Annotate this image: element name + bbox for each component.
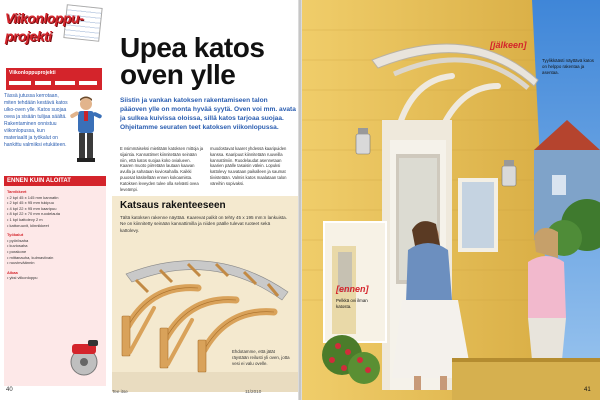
person-illustration-icon [66,95,104,165]
checklist-item: • 8 kpl 22 x 70 mm ruodelauta [7,211,60,217]
checklist-item: • 4 kpl 22 x 95 mm kaaripuu [7,205,57,211]
left-page [0,0,298,400]
diagram-caption: Tältä katoksen rakenne näyttää. Kaarevat palkit on tehty 45 x 195 mm:n lankuista. Ne on kiinnitetty seinään kannattimilla ja niiden päälle tulevat ruoteet sekä kattolevy. [120,215,288,233]
tag-after: [jälkeen] [490,40,527,50]
diagram-note: Ehdotamme, että jätät räystään reilusti yli oven, jotta vesi ei valu ovelle. [232,349,290,366]
body-column-2: muodostavat kaaret yhdessä kaaripuiden kanssa. Kaaripuut kiinnitetään ruuveilla kannattimiin. Ruodelaudat asennetaan kaarien päälle tasaisin välein. Lopuksi kattolevy ruuvataan paikalleen ja saumat tiivistetään. Valmis katos maalataan talon väreihin sopivaksi. [210,146,287,186]
checklist-item: • 2 kpl 45 x 95 mm tukipuu [7,200,54,206]
lead-paragraph: Siistin ja vankan katoksen rakentamiseen talon pääoven ylle on monta hyvää syytä. Oven voi mm. avata ja sulkea kuivissa oloissa, sillä katos tarjoaa suojaa. Ohjeitamme seuraten teet katoksen viikonlopussa. [120,97,296,131]
body-column-1: E nsimmäiseksi mietitään katoksen mittoja ja sijaintia. Kannattimet kiinnitetään seinään niin, että katos suojaa koko ovialueen. Kaaren muoto piirretään lautaan kaavan avulla ja sahataan kuviosahalla. Kaikki puuosat käsitellään ennen kokoamista. Katoksen leveyden tulee olla selvästi ovea leveämpi. [120,146,204,192]
checklist-item: • ruuvinväännin [7,260,35,266]
checklist-body [7,189,103,281]
checklist-heading: ENNEN KUIN ALOITAT [4,176,106,186]
checklist-item: • mittanauha, kulmaviivain [7,254,54,260]
checklist-item: • kuviosaha [7,243,28,249]
circular-saw-icon [66,340,102,378]
checklist-section-title: Työkalut [7,232,24,238]
checklist-item: • pyörösaha [7,237,29,243]
logo-line2: projekti [5,28,52,44]
sidebar [0,0,108,400]
diagram-title: Katsaus rakenteeseen [120,200,226,211]
checklist-item: • yksi viikonloppu [7,275,38,281]
structure-diagram [112,196,298,392]
checklist-item: • 1 kpl kattolevy 2 m [7,216,43,222]
tag-before: [ennen] [336,284,369,294]
footer-issue: 11/2010 [245,389,262,394]
tag-before-text: Pelkkä ovi ilman katosta. [336,298,368,309]
page-number-right: 41 [584,387,591,393]
info-label: Viikonloppuprojekti [9,70,56,76]
checklist-section-title: Tarvikkeet [7,189,27,194]
checklist-item: • kattoruuvit, kiinnikkeet [7,222,49,228]
checklist-section-title: Aikaa [7,269,18,275]
logo-line1: Viikonloppu- [5,10,84,26]
footer-magazine: Tee itse [112,389,128,394]
right-page [302,0,600,400]
info-block [6,68,102,90]
checklist-item: • 2 kpl 45 x 145 mm kannatin [7,194,59,200]
tag-after-text: Tyylikkäästi näyttävä katos on helppo rakentaa ja asentaa. [542,58,594,75]
project-logo [3,6,103,66]
wall-lamp-left [356,128,370,154]
headline: Upea katos oven ylle [120,32,265,90]
page-number-left: 40 [6,387,13,393]
info-bars [9,79,99,87]
checklist-item: • porakone [7,248,27,254]
intro-text: Tässä jutussa kerrotaan, miten tehdään kestävä katos ulko-oven ylle. Katos suojaa ovea ja sisään tulijaa säältä. Rakentaminen onnistuu viikonlopussa, kun materiaalit ja työkalut on hankittu valmiiksi etukäteen. [4,93,68,148]
